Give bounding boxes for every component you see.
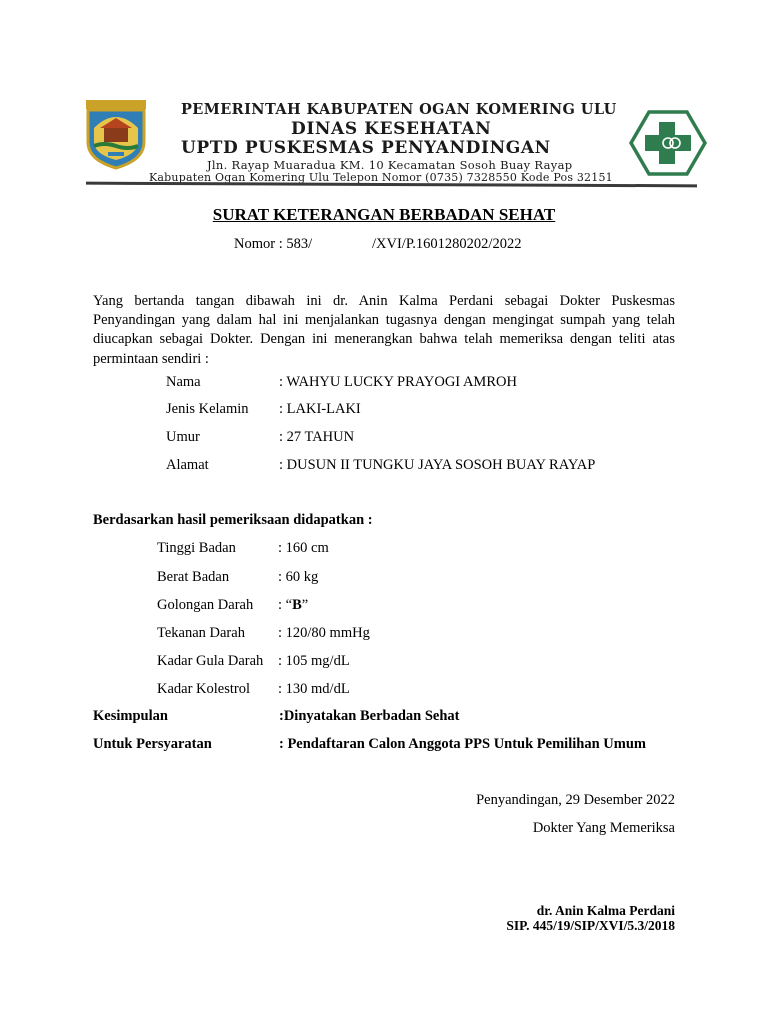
identity-label-address: Alamat: [166, 457, 209, 473]
kop-address-street: Jln. Rayap Muaradua KM. 10 Kecamatan Sosoh Buay Rayap: [207, 158, 573, 172]
kop-line-institution: UPTD PUSKESMAS PENYANDINGAN: [181, 138, 551, 158]
exam-value-blood-type: : “B”: [278, 597, 309, 613]
exam-value-cholesterol: : 130 md/dL: [278, 681, 350, 697]
identity-value-address: : DUSUN II TUNGKU JAYA SOSOH BUAY RAYAP: [279, 457, 596, 473]
kop-line-department: DINAS KESEHATAN: [291, 119, 492, 139]
puskesmas-cross-icon: [629, 110, 707, 176]
exam-label-cholesterol: Kadar Kolestrol: [157, 681, 251, 697]
purpose-label: Untuk Persyaratan: [93, 736, 212, 752]
exam-label-blood-sugar: Kadar Gula Darah: [157, 653, 264, 669]
exam-value-blood-sugar: : 105 mg/dL: [278, 653, 350, 669]
identity-value-age: : 27 TAHUN: [279, 429, 355, 445]
exam-label-blood-pressure: Tekanan Darah: [157, 625, 245, 641]
signer-name: dr. Anin Kalma Perdani: [536, 903, 675, 918]
exam-value-blood-pressure: : 120/80 mmHg: [278, 625, 370, 641]
conclusion-value: :Dinyatakan Berbadan Sehat: [279, 708, 460, 724]
exam-value-height: : 160 cm: [278, 540, 329, 556]
exam-label-blood-type: Golongan Darah: [157, 597, 254, 613]
exam-value-weight: : 60 kg: [278, 569, 319, 585]
exam-label-weight: Berat Badan: [157, 569, 230, 585]
identity-label-age: Umur: [166, 429, 200, 445]
conclusion-label: Kesimpulan: [93, 708, 168, 724]
document-title: SURAT KETERANGAN BERBADAN SEHAT: [212, 205, 556, 224]
identity-value-nama: : WAHYU LUCKY PRAYOGI AMROH: [279, 374, 517, 390]
identity-label-gender: Jenis Kelamin: [166, 401, 249, 417]
place-date: Penyandingan, 29 Desember 2022: [476, 792, 675, 808]
kop-line-government: PEMERINTAH KABUPATEN OGAN KOMERING ULU: [181, 101, 617, 118]
identity-value-gender: : LAKI-LAKI: [279, 401, 361, 417]
regency-emblem-icon: [84, 98, 148, 170]
identity-label-nama: Nama: [166, 374, 201, 390]
purpose-value: : Pendaftaran Calon Anggota PPS Untuk Pemilihan Umum: [279, 736, 646, 752]
signer-sip: SIP. 445/19/SIP/XVI/5.3/2018: [506, 918, 675, 933]
letter-number-prefix: Nomor : 583/: [234, 236, 313, 252]
signer-role: Dokter Yang Memeriksa: [532, 820, 675, 836]
letter-number-suffix: /XVI/P.1601280202/2022: [372, 236, 522, 252]
intro-paragraph: Yang bertanda tangan dibawah ini dr. Anin Kalma Perdani sebagai Dokter Puskesmas Penyandingan yang dalam hal ini menjalankan tugasnya dengan mengingat sumpah yang telah diucapkan sebagai Dokter. Dengan ini menerangkan bahwa telah memeriksa dengan teliti atas permintaan sendiri :: [93, 293, 675, 367]
kop-address-contact: Kabupaten Ogan Komering Ulu Telepon Nomor (0735) 7328550 Kode Pos 32151: [149, 171, 613, 184]
exam-label-height: Tinggi Badan: [157, 540, 236, 556]
exam-heading: Berdasarkan hasil pemeriksaan didapatkan :: [93, 512, 373, 528]
